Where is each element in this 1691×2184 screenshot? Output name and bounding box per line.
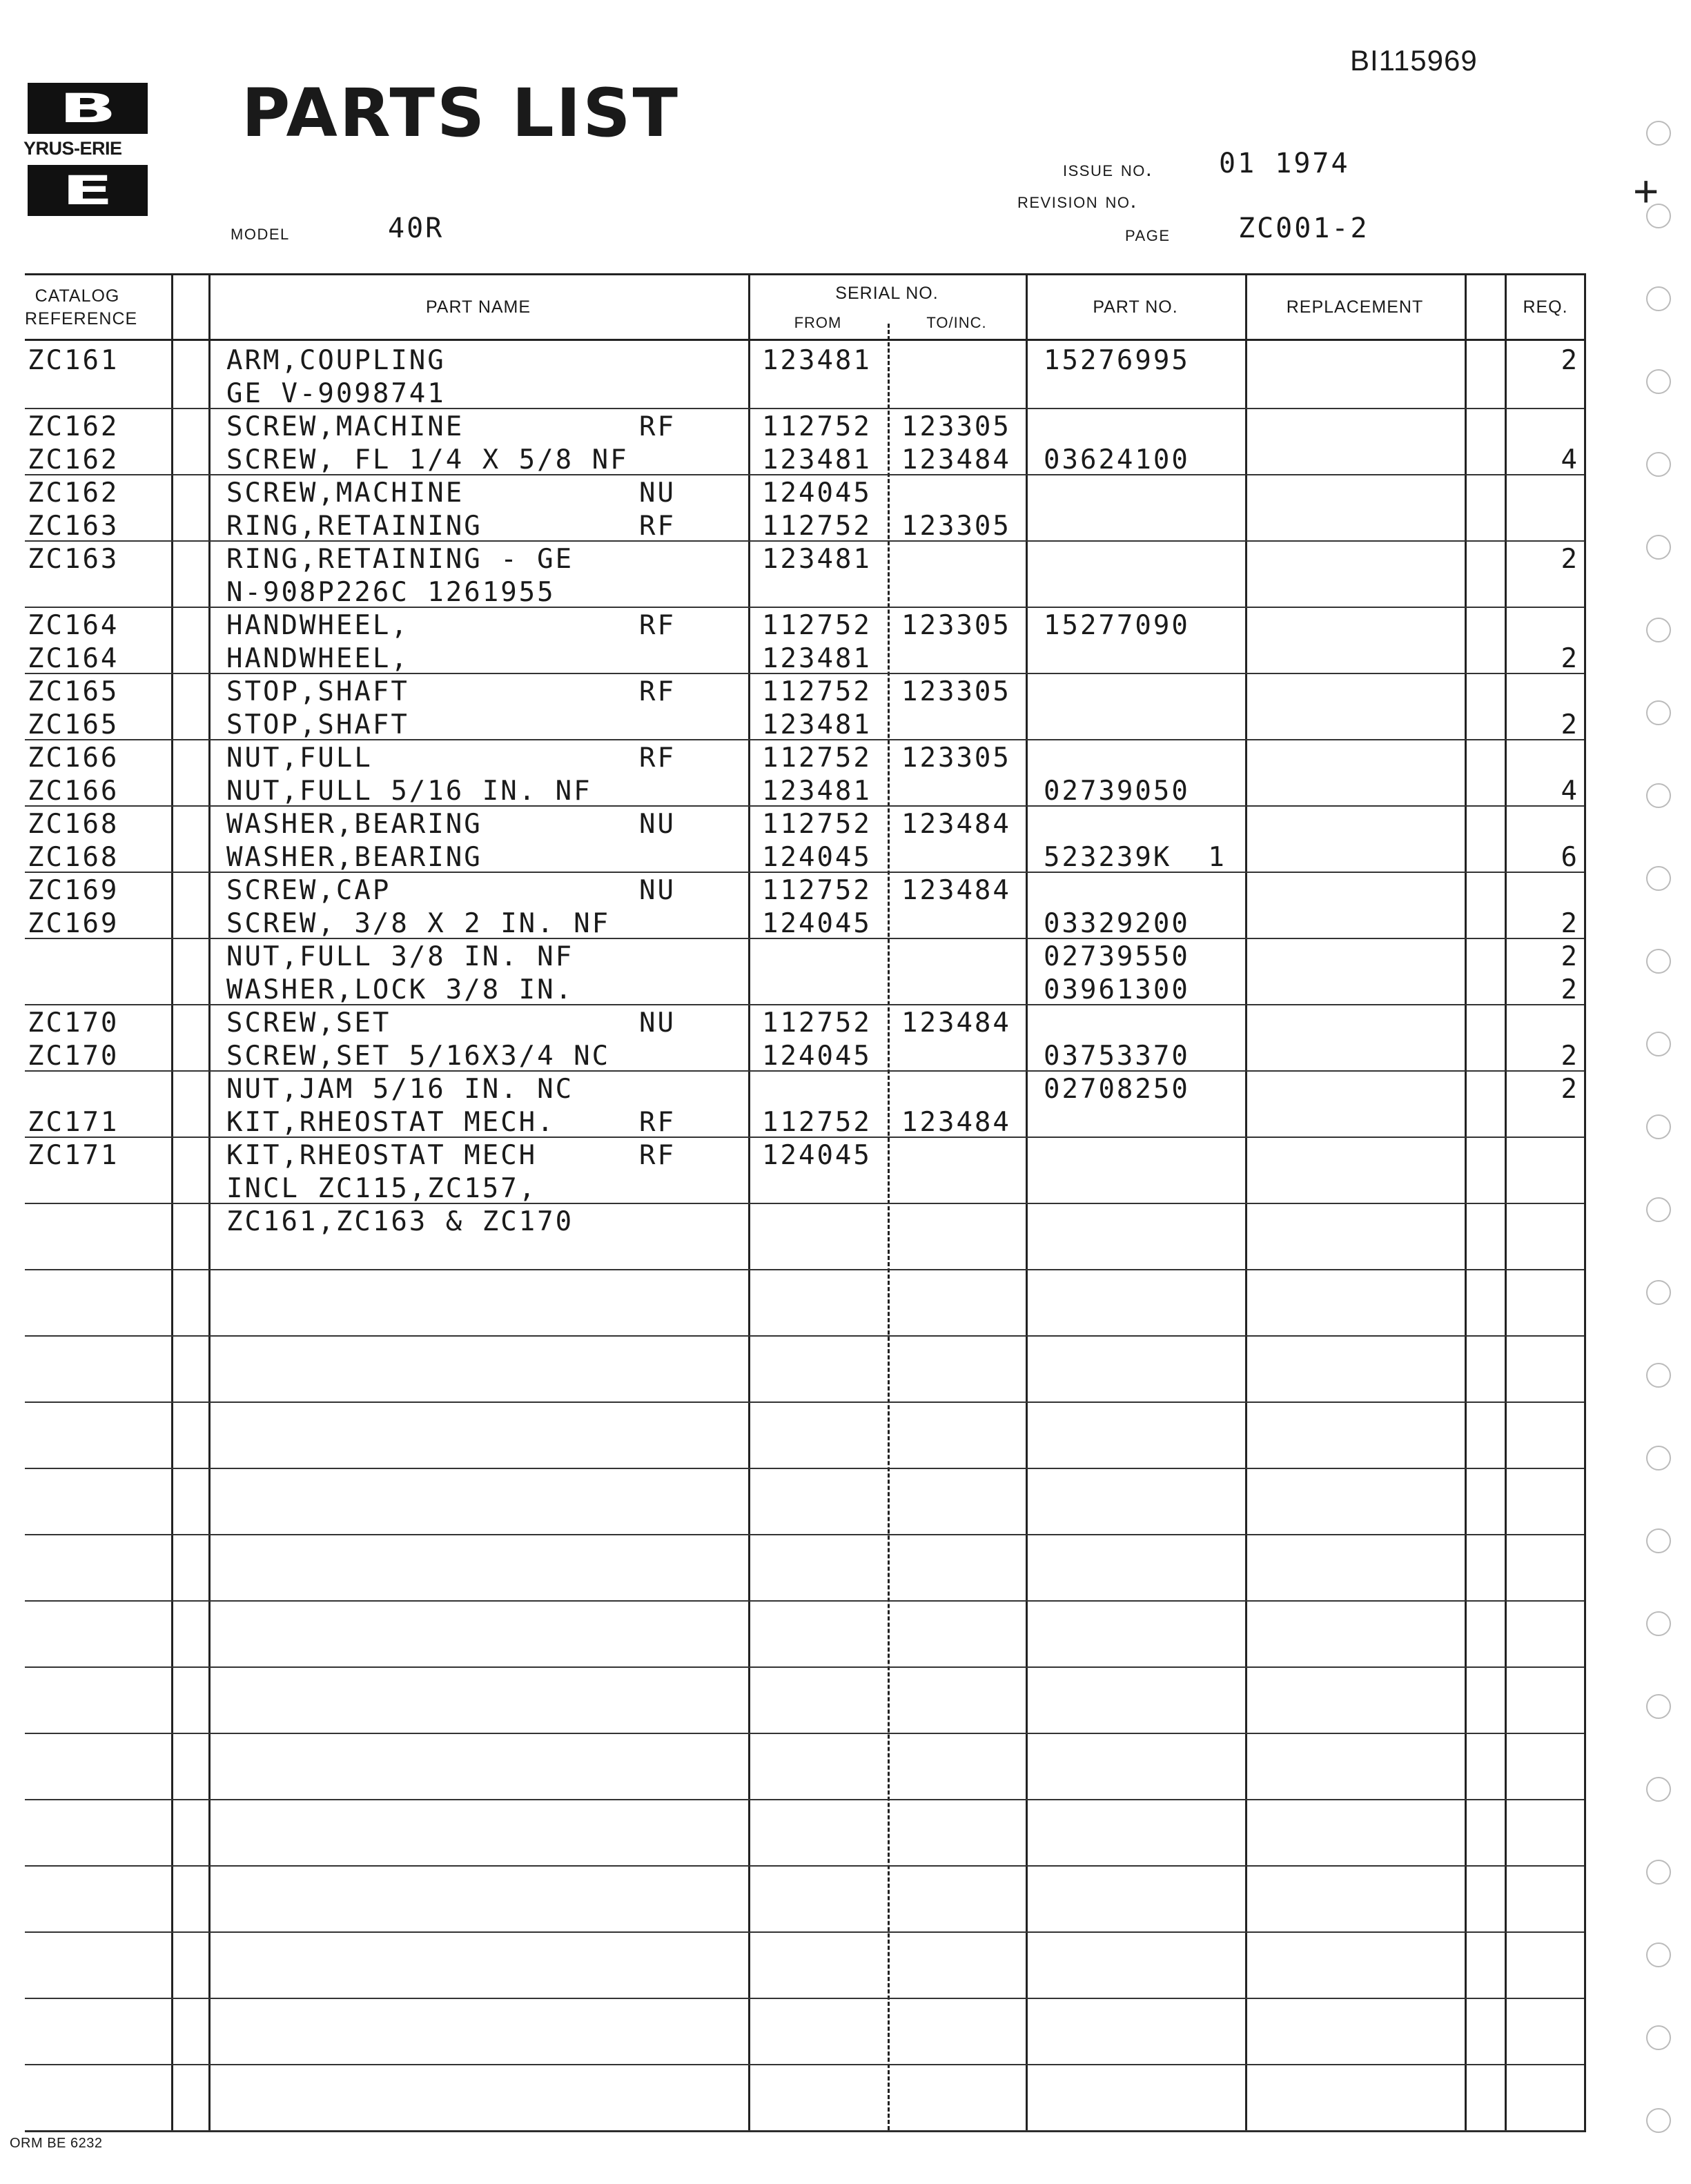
cell-ref: ZC169 xyxy=(28,875,119,906)
cell-code: RF xyxy=(639,1140,676,1171)
cell-code: NU xyxy=(639,478,676,509)
cell-name: STOP,SHAFT xyxy=(226,709,409,740)
cell-from: 112752 xyxy=(762,1107,872,1138)
cell-name: KIT,RHEOSTAT MECH. xyxy=(226,1107,556,1138)
cell-ref: ZC171 xyxy=(28,1140,119,1171)
cell-to: 123484 xyxy=(901,809,1011,840)
cell-to: 123484 xyxy=(901,875,1011,906)
binder-hole-icon xyxy=(1646,1694,1671,1719)
row-divider xyxy=(25,1931,1584,1933)
cell-req: 2 xyxy=(1561,941,1579,972)
cell-ref: ZC166 xyxy=(28,742,119,774)
binder-hole-icon xyxy=(1646,369,1671,394)
cell-ref: ZC166 xyxy=(28,776,119,807)
cell-name: SCREW,MACHINE xyxy=(226,478,465,509)
cell-part: 523239K 1 xyxy=(1044,842,1226,873)
cell-name: RING,RETAINING - GE xyxy=(226,544,574,575)
binder-hole-icon xyxy=(1646,286,1671,311)
cell-name: NUT,FULL 5/16 IN. NF xyxy=(226,776,592,807)
cell-from: 124045 xyxy=(762,1140,872,1171)
cell-from: 112752 xyxy=(762,1007,872,1039)
cell-name: HANDWHEEL, xyxy=(226,610,409,641)
cell-name: ZC161,ZC163 & ZC170 xyxy=(226,1206,574,1237)
cell-part: 15277090 xyxy=(1044,610,1190,641)
cell-req: 2 xyxy=(1561,643,1579,674)
cell-name: NUT,FULL xyxy=(226,742,373,774)
cell-req: 2 xyxy=(1561,908,1579,939)
row-divider xyxy=(25,1666,1584,1668)
cell-name: SCREW, 3/8 X 2 IN. NF xyxy=(226,908,611,939)
row-divider xyxy=(25,2130,1584,2132)
row-divider xyxy=(25,1865,1584,1867)
binder-hole-icon xyxy=(1646,1114,1671,1139)
cell-part: 15276995 xyxy=(1044,345,1190,376)
cell-to: 123484 xyxy=(901,1007,1011,1039)
binder-hole-icon xyxy=(1646,121,1671,146)
cell-code: NU xyxy=(639,809,676,840)
column-header-catalog: CATALOG REFERENCE xyxy=(25,286,138,328)
row-divider xyxy=(25,1269,1584,1270)
binder-hole-icon xyxy=(1646,700,1671,725)
cell-part: 02739050 xyxy=(1044,776,1190,807)
serial-divider xyxy=(888,324,890,2130)
row-divider xyxy=(25,2064,1584,2065)
registration-mark-icon: + xyxy=(1633,166,1659,216)
binder-hole-icon xyxy=(1646,452,1671,477)
cell-code: NU xyxy=(639,1007,676,1039)
cell-name: WASHER,LOCK 3/8 IN. xyxy=(226,974,574,1005)
row-divider xyxy=(25,1998,1584,1999)
cell-code: RF xyxy=(639,511,676,542)
cell-name: RING,RETAINING xyxy=(226,511,482,542)
cell-name: ARM,COUPLING xyxy=(226,345,446,376)
cell-ref: ZC170 xyxy=(28,1041,119,1072)
binder-hole-icon xyxy=(1646,949,1671,974)
cell-from: 112752 xyxy=(762,411,872,442)
column-header-part-no: PART NO. xyxy=(1093,297,1178,317)
binder-hole-icon xyxy=(1646,1280,1671,1305)
cell-from: 112752 xyxy=(762,511,872,542)
cell-ref: ZC162 xyxy=(28,478,119,509)
cell-ref: ZC171 xyxy=(28,1107,119,1138)
column-header-part-name: PART NAME xyxy=(425,297,531,317)
cell-from: 112752 xyxy=(762,610,872,641)
cell-name: SCREW, FL 1/4 X 5/8 NF xyxy=(226,444,629,475)
revision-label: revision no. xyxy=(1017,188,1137,213)
cell-from: 124045 xyxy=(762,1041,872,1072)
page-value: ZC001-2 xyxy=(1238,213,1369,244)
issue-label: issue no. xyxy=(1063,156,1153,181)
cell-ref: ZC165 xyxy=(28,709,119,740)
binder-hole-icon xyxy=(1646,1197,1671,1222)
column-header-serial: SERIAL NO. xyxy=(835,284,939,303)
binder-hole-icon xyxy=(1646,1942,1671,1967)
cell-name: SCREW,CAP xyxy=(226,875,391,906)
cell-from: 123481 xyxy=(762,709,872,740)
cell-name: WASHER,BEARING xyxy=(226,809,482,840)
cell-ref: ZC169 xyxy=(28,908,119,939)
row-divider xyxy=(25,1534,1584,1535)
cell-req: 2 xyxy=(1561,974,1579,1005)
header-divider xyxy=(25,339,1584,341)
row-divider xyxy=(25,1799,1584,1800)
row-divider xyxy=(25,1600,1584,1602)
cell-ref: ZC165 xyxy=(28,676,119,707)
cyrus-erie-logo xyxy=(23,83,157,216)
cell-from: 112752 xyxy=(762,676,872,707)
cell-code: RF xyxy=(639,676,676,707)
row-divider xyxy=(25,1733,1584,1734)
binder-hole-icon xyxy=(1646,866,1671,891)
cell-ref: ZC163 xyxy=(28,544,119,575)
cell-ref: ZC168 xyxy=(28,842,119,873)
column-header-req: REQ. xyxy=(1523,297,1568,317)
cell-from: 124045 xyxy=(762,908,872,939)
binder-hole-icon xyxy=(1646,1446,1671,1470)
cell-ref: ZC162 xyxy=(28,411,119,442)
cell-to: 123305 xyxy=(901,610,1011,641)
cell-from: 112752 xyxy=(762,742,872,774)
cell-name: INCL ZC115,ZC157, xyxy=(226,1173,538,1204)
cell-from: 124045 xyxy=(762,842,872,873)
row-divider xyxy=(25,1468,1584,1469)
cell-name: KIT,RHEOSTAT MECH xyxy=(226,1140,538,1171)
binder-hole-icon xyxy=(1646,1611,1671,1636)
cell-ref: ZC168 xyxy=(28,809,119,840)
cell-name: SCREW,MACHINE xyxy=(226,411,465,442)
cell-part: 03961300 xyxy=(1044,974,1190,1005)
cell-from: 123481 xyxy=(762,643,872,674)
binder-hole-icon xyxy=(1646,1363,1671,1388)
model-label: model xyxy=(231,219,290,244)
cell-req: 4 xyxy=(1561,444,1579,475)
cell-to: 123305 xyxy=(901,511,1011,542)
cell-req: 2 xyxy=(1561,1074,1579,1105)
cell-code: RF xyxy=(639,610,676,641)
cell-from: 123481 xyxy=(762,345,872,376)
form-code: ORM BE 6232 xyxy=(10,2136,103,2151)
cell-code: RF xyxy=(639,1107,676,1138)
cell-to: 123305 xyxy=(901,676,1011,707)
binder-hole-icon xyxy=(1646,1032,1671,1056)
cell-code: NU xyxy=(639,875,676,906)
logo-e-box: E xyxy=(28,165,148,216)
cell-ref: ZC164 xyxy=(28,643,119,674)
cell-name: WASHER,BEARING xyxy=(226,842,482,873)
page-title: PARTS LIST xyxy=(242,75,681,152)
cell-from: 112752 xyxy=(762,875,872,906)
cell-name: N-908P226C 1261955 xyxy=(226,577,556,608)
parts-table xyxy=(25,273,1586,2132)
cell-to: 123484 xyxy=(901,444,1011,475)
binder-hole-icon xyxy=(1646,1860,1671,1885)
cell-name: NUT,JAM 5/16 IN. NC xyxy=(226,1074,574,1105)
binder-hole-icon xyxy=(1646,535,1671,560)
cell-part: 02739550 xyxy=(1044,941,1190,972)
logo-b-box: B xyxy=(28,83,148,134)
cell-part: 03624100 xyxy=(1044,444,1190,475)
row-divider xyxy=(25,1401,1584,1403)
cell-ref: ZC161 xyxy=(28,345,119,376)
cell-from: 123481 xyxy=(762,776,872,807)
cell-to: 123305 xyxy=(901,742,1011,774)
cell-code: RF xyxy=(639,411,676,442)
binder-hole-icon xyxy=(1646,2108,1671,2133)
cell-to: 123305 xyxy=(901,411,1011,442)
cell-name: GE V-9098741 xyxy=(226,378,446,409)
issue-value: 01 1974 xyxy=(1219,148,1350,179)
cell-from: 124045 xyxy=(762,478,872,509)
column-header-replacement: REPLACEMENT xyxy=(1286,297,1424,317)
cell-req: 2 xyxy=(1561,345,1579,376)
row-divider xyxy=(25,1335,1584,1337)
cell-req: 4 xyxy=(1561,776,1579,807)
cell-to: 123484 xyxy=(901,1107,1011,1138)
cell-ref: ZC163 xyxy=(28,511,119,542)
cell-part: 02708250 xyxy=(1044,1074,1190,1105)
cell-name: SCREW,SET xyxy=(226,1007,391,1039)
cell-ref: ZC162 xyxy=(28,444,119,475)
cell-req: 2 xyxy=(1561,709,1579,740)
page-label: page xyxy=(1125,221,1171,246)
cell-part: 03753370 xyxy=(1044,1041,1190,1072)
document-id: BI115969 xyxy=(1350,44,1478,77)
column-header-from: FROM xyxy=(794,314,842,331)
cell-req: 2 xyxy=(1561,544,1579,575)
cell-name: SCREW,SET 5/16X3/4 NC xyxy=(226,1041,611,1072)
cell-name: HANDWHEEL, xyxy=(226,643,409,674)
cell-ref: ZC164 xyxy=(28,610,119,641)
binder-hole-icon xyxy=(1646,1528,1671,1553)
binder-hole-icon xyxy=(1646,2025,1671,2050)
cell-req: 6 xyxy=(1561,842,1579,873)
column-header-to: TO/INC. xyxy=(926,314,987,331)
binder-hole-icon xyxy=(1646,618,1671,642)
cell-name: STOP,SHAFT xyxy=(226,676,409,707)
cell-ref: ZC170 xyxy=(28,1007,119,1039)
cell-from: 123481 xyxy=(762,444,872,475)
cell-from: 123481 xyxy=(762,544,872,575)
cell-from: 112752 xyxy=(762,809,872,840)
binder-hole-icon xyxy=(1646,1777,1671,1802)
cell-req: 2 xyxy=(1561,1041,1579,1072)
logo-company-name: YRUS-ERIE xyxy=(23,138,122,159)
binder-hole-icon xyxy=(1646,783,1671,808)
cell-name: NUT,FULL 3/8 IN. NF xyxy=(226,941,574,972)
cell-code: RF xyxy=(639,742,676,774)
binder-hole-icon xyxy=(1646,204,1671,228)
model-value: 40R xyxy=(388,213,444,244)
cell-part: 03329200 xyxy=(1044,908,1190,939)
